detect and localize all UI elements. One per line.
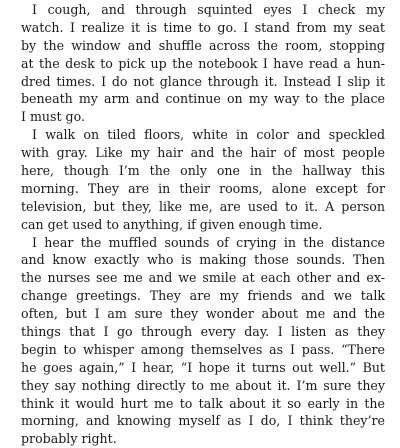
book-page (21, 1, 385, 447)
text-line: think it would hurt me to talk about it so early in the (21, 395, 385, 411)
text-line: can get used to anything, if given enough time. (21, 216, 323, 232)
paragraph-3 (21, 234, 385, 447)
text-line: I hear the muffled sounds of crying in the distance (32, 234, 385, 250)
text-line: by the window and shuffle across the room, stopping (21, 37, 385, 53)
text-line: morning. They are in their rooms, alone except for (21, 180, 385, 196)
text-line: I walk on tiled floors, white in color and speckled (32, 127, 385, 143)
text-line: morning, and knowing myself as I do, I think they’re (21, 413, 385, 429)
text-line: begin to whisper among themselves as I pass. “There (21, 341, 385, 357)
text-line: with gray. Like my hair and the hair of most people (21, 145, 385, 161)
text-line: the nurses see me and we smile at each other and ex- (21, 270, 385, 286)
text-line: beneath my arm and continue on my way to the place (21, 91, 385, 107)
text-line: watch. I realize it is time to go. I stand from my seat (21, 19, 385, 35)
text-line: here, though I’m the only one in the hallway this (21, 163, 385, 179)
text-line: things that I go through every day. I listen as they (21, 324, 385, 340)
text-line: change greetings. They are my friends and we talk (21, 288, 385, 304)
text-line: I cough, and through squinted eyes I check my (32, 2, 385, 17)
text-line: probably right. (21, 431, 117, 447)
text-line: they say nothing directly to me about it. I’m sure they (21, 377, 385, 393)
text-line: he goes again,” I hear, “I hope it turns out well.” But (21, 359, 385, 375)
paragraph-1 (21, 1, 385, 126)
text-line: television, but they, like me, are used to it. A person (21, 198, 385, 214)
paragraph-2 (21, 126, 385, 233)
text-line: often, but I am sure they wonder about me and the (21, 306, 385, 322)
text-line: I must go. (21, 109, 85, 125)
text-line: at the desk to pick up the notebook I have read a hun- (21, 55, 385, 71)
text-line: and know exactly who is making those sounds. Then (21, 252, 385, 268)
text-line: dred times. I do not glance through it. Instead I slip it (21, 73, 385, 89)
